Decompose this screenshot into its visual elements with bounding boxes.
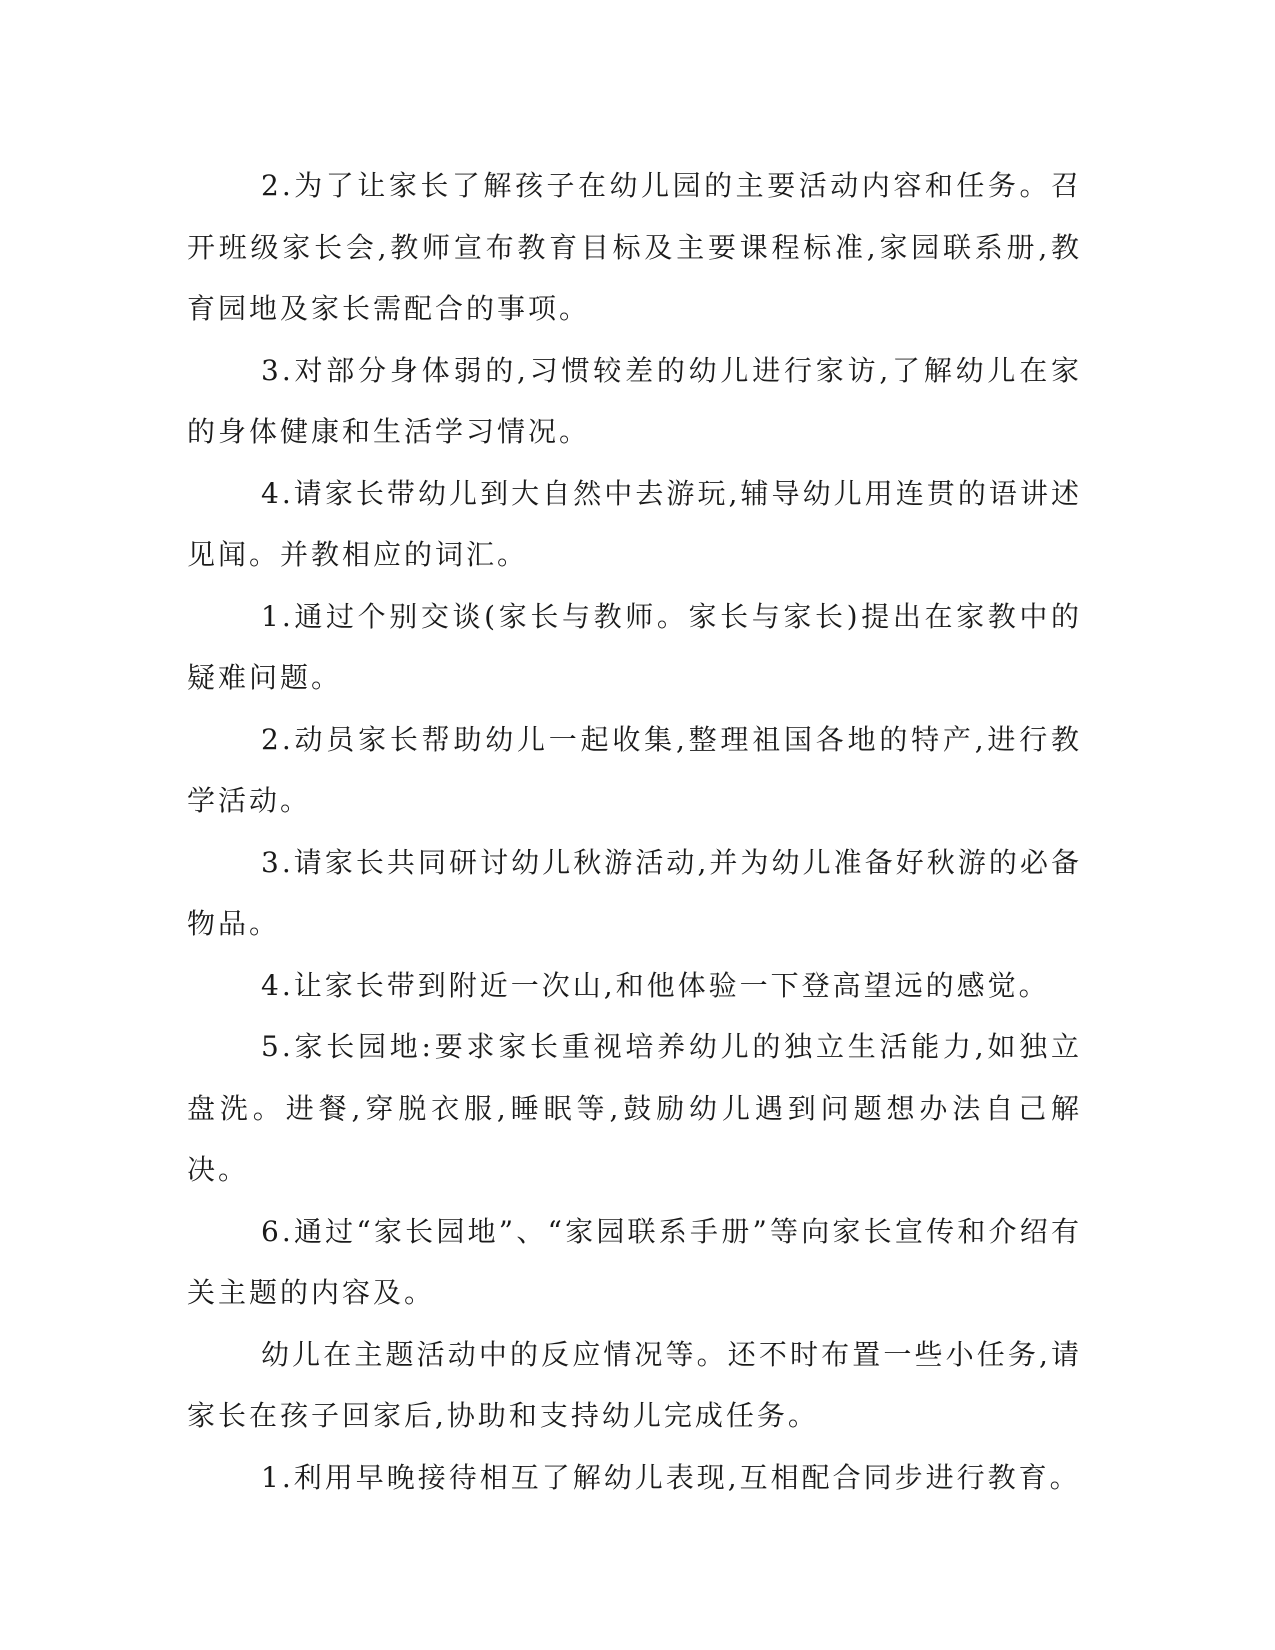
paragraph-11: 1.利用早晚接待相互了解幼儿表现,互相配合同步进行教育。	[261, 1460, 1081, 1494]
paragraph-7: 4.让家长带到附近一次山,和他体验一下登高望远的感觉。	[261, 968, 1050, 1002]
paragraph-4: 1.通过个别交谈(家长与教师。家长与家长)提出在家教中的疑难问题。	[187, 599, 1082, 694]
paragraph-8: 5.家长园地:要求家长重视培养幼儿的独立生活能力,如独立盘洗。进餐,穿脱衣服,睡眠等,鼓励幼儿遇到问题想办法自己解决。	[187, 1030, 1082, 1186]
paragraph-3: 4.请家长带幼儿到大自然中去游玩,辅导幼儿用连贯的语讲述见闻。并教相应的词汇。	[187, 476, 1082, 571]
paragraph-10: 幼儿在主题活动中的反应情况等。还不时布置一些小任务,请家长在孩子回家后,协助和支持幼儿完成任务。	[187, 1337, 1082, 1432]
paragraph-2: 3.对部分身体弱的,习惯较差的幼儿进行家访,了解幼儿在家的身体健康和生活学习情况。	[187, 353, 1082, 448]
document-body	[187, 155, 1082, 1508]
paragraph-9: 6.通过“家长园地”、“家园联系手册”等向家长宣传和介绍有关主题的内容及。	[187, 1214, 1082, 1309]
paragraph-1: 2.为了让家长了解孩子在幼儿园的主要活动内容和任务。召开班级家长会,教师宣布教育目标及主要课程标准,家园联系册,教育园地及家长需配合的事项。	[187, 169, 1082, 325]
paragraph-6: 3.请家长共同研讨幼儿秋游活动,并为幼儿准备好秋游的必备物品。	[187, 845, 1082, 940]
paragraph-5: 2.动员家长帮助幼儿一起收集,整理祖国各地的特产,进行教学活动。	[187, 722, 1082, 817]
